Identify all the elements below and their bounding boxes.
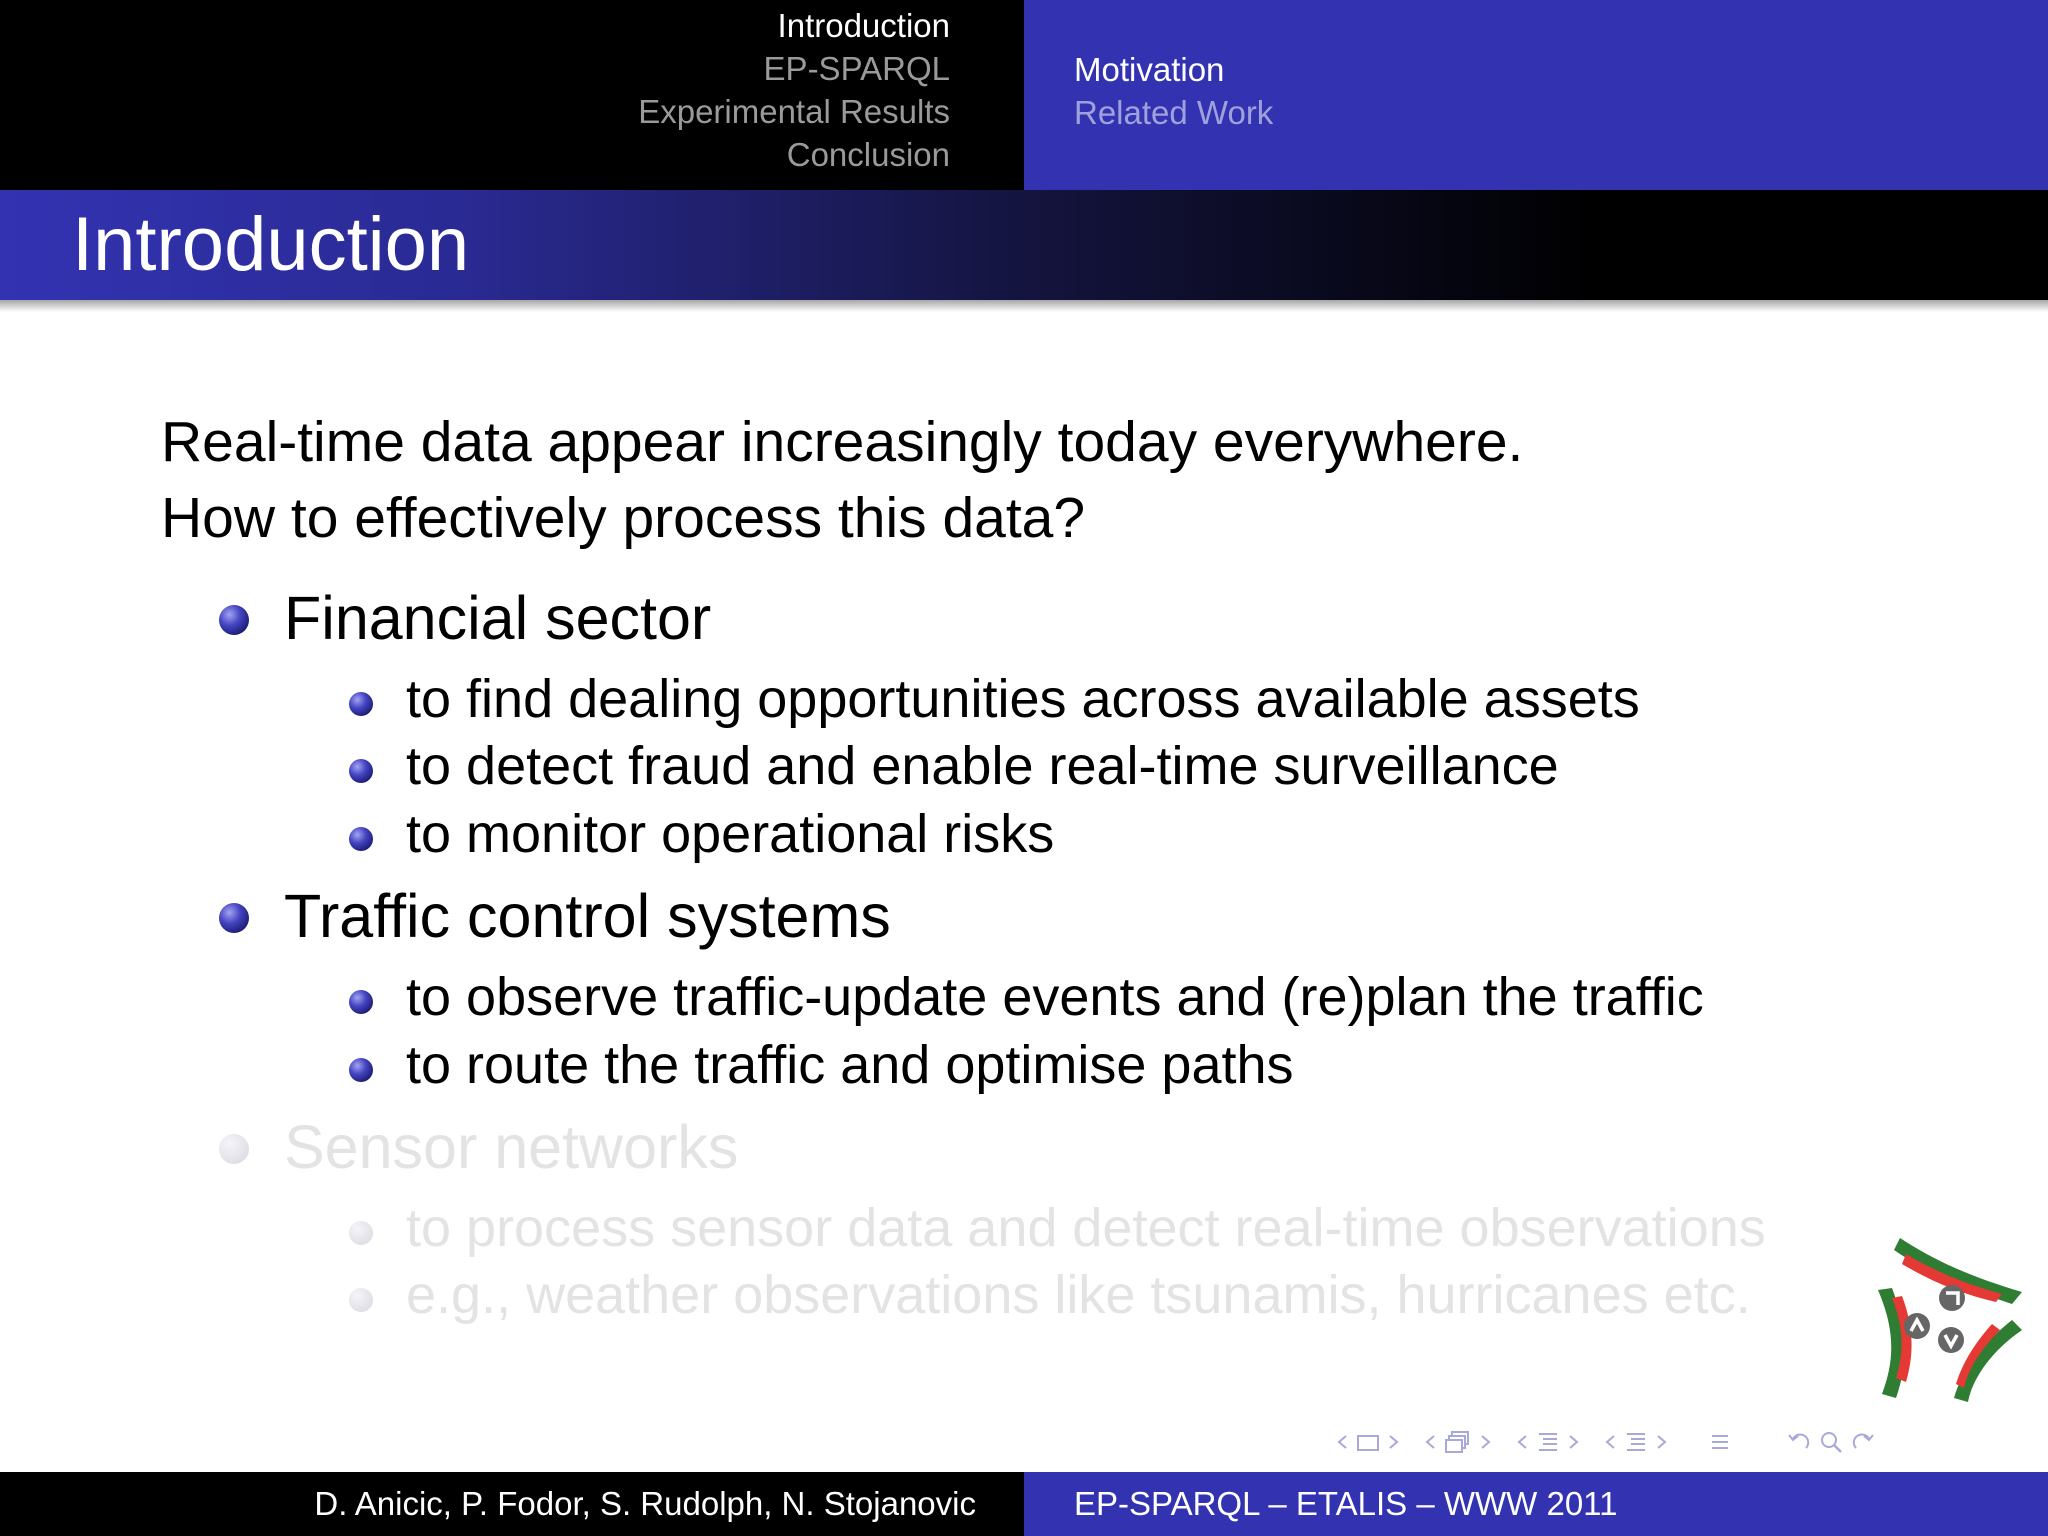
sub-list-item: to detect fraud and enable real-time surveillance bbox=[406, 736, 1559, 796]
bullet-icon bbox=[219, 605, 249, 635]
section-link-experimental-results[interactable]: Experimental Results bbox=[638, 93, 950, 130]
sub-bullet-icon bbox=[349, 1288, 373, 1312]
next-frame-arrow-icon[interactable] bbox=[1478, 1427, 1494, 1457]
subsection-link-related-work[interactable]: Related Work bbox=[1074, 94, 1274, 131]
prev-section-arrow-icon[interactable] bbox=[1602, 1427, 1618, 1457]
list-item-traffic-control-systems: Traffic control systems bbox=[284, 882, 891, 950]
intro-line-2: How to effectively process this data? bbox=[161, 486, 1086, 550]
intro-line-1: Real-time data appear increasingly today everywhere. bbox=[161, 410, 1524, 474]
sub-bullet-icon bbox=[349, 759, 373, 783]
intro-text bbox=[161, 404, 1523, 556]
sub-list-item: to route the traffic and optimise paths bbox=[406, 1035, 1294, 1095]
sub-list-item: e.g., weather observations like tsunamis, hurricanes etc. bbox=[406, 1265, 1751, 1325]
frame-icon[interactable] bbox=[1442, 1427, 1474, 1457]
sub-bullet-icon bbox=[349, 1058, 373, 1082]
prev-frame-arrow-icon[interactable] bbox=[1422, 1427, 1438, 1457]
prev-slide-arrow-icon[interactable] bbox=[1334, 1427, 1350, 1457]
section-link-conclusion[interactable]: Conclusion bbox=[786, 136, 950, 173]
sub-bullet-icon bbox=[349, 692, 373, 716]
footer-authors: D. Anicic, P. Fodor, S. Rudolph, N. Stojanovic bbox=[314, 1485, 976, 1522]
next-section-arrow-icon[interactable] bbox=[1654, 1427, 1670, 1457]
subsection-icon[interactable] bbox=[1534, 1427, 1562, 1457]
prev-subsection-arrow-icon[interactable] bbox=[1514, 1427, 1530, 1457]
etalis-logo bbox=[1872, 1232, 2032, 1408]
bullet-icon bbox=[219, 1134, 249, 1164]
navigation-symbols bbox=[1334, 1424, 1878, 1460]
back-icon[interactable] bbox=[1784, 1427, 1814, 1457]
bullet-icon bbox=[219, 903, 249, 933]
sub-bullet-icon bbox=[349, 1221, 373, 1245]
section-link-introduction[interactable]: Introduction bbox=[777, 7, 950, 44]
sub-bullet-icon bbox=[349, 990, 373, 1014]
title-bar-shadow bbox=[0, 300, 2048, 312]
section-list bbox=[638, 4, 950, 176]
sub-list-item: to monitor operational risks bbox=[406, 804, 1055, 864]
footer-title: EP-SPARQL – ETALIS – WWW 2011 bbox=[1074, 1485, 1618, 1522]
sub-list-item: to find dealing opportunities across available assets bbox=[406, 669, 1640, 729]
next-subsection-arrow-icon[interactable] bbox=[1566, 1427, 1582, 1457]
subsection-list bbox=[1074, 48, 1273, 134]
search-icon[interactable] bbox=[1816, 1427, 1846, 1457]
frame-title-bar bbox=[0, 190, 2048, 300]
subsection-navigation bbox=[1024, 0, 2048, 190]
forward-icon[interactable] bbox=[1848, 1427, 1878, 1457]
section-icon[interactable] bbox=[1622, 1427, 1650, 1457]
sub-list-item: to process sensor data and detect real-time observations bbox=[406, 1198, 1766, 1258]
section-link-ep-sparql[interactable]: EP-SPARQL bbox=[763, 50, 950, 87]
subsection-link-motivation[interactable]: Motivation bbox=[1074, 51, 1225, 88]
list-item-sensor-networks: Sensor networks bbox=[284, 1113, 739, 1181]
list-item-financial-sector: Financial sector bbox=[284, 584, 712, 652]
footer-title-box bbox=[1024, 1472, 2048, 1536]
sub-bullet-icon bbox=[349, 827, 373, 851]
slide-icon[interactable] bbox=[1354, 1427, 1382, 1457]
section-navigation bbox=[0, 0, 1024, 190]
sub-list-item: to observe traffic-update events and (re)plan the traffic bbox=[406, 967, 1704, 1027]
next-slide-arrow-icon[interactable] bbox=[1386, 1427, 1402, 1457]
footer-authors-box bbox=[0, 1472, 1024, 1536]
document-icon[interactable] bbox=[1706, 1427, 1734, 1457]
frame-title: Introduction bbox=[72, 202, 470, 287]
